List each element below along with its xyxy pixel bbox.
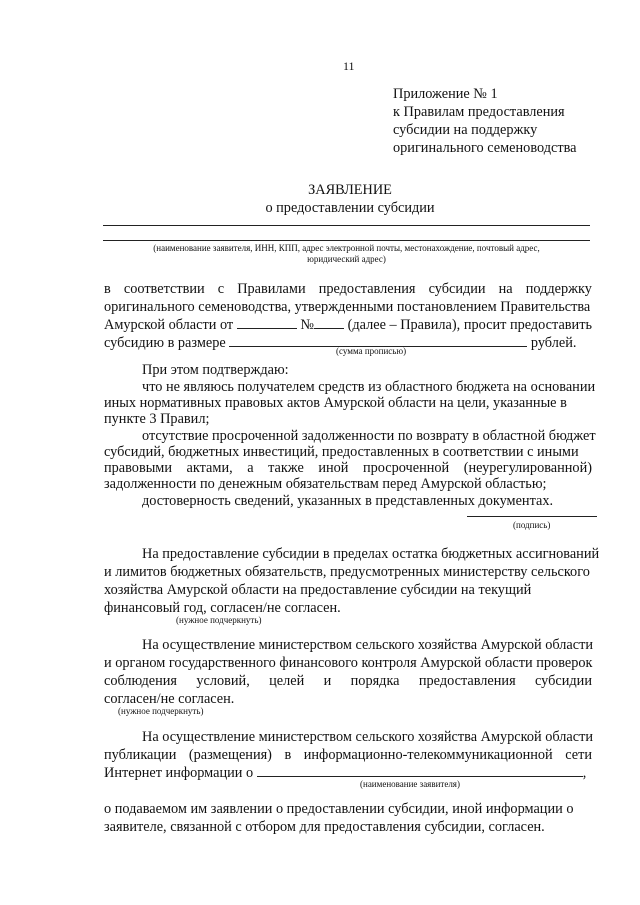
applicant-line-1 <box>103 225 590 226</box>
appendix-line-4: оригинального семеноводства <box>393 140 577 156</box>
date-blank[interactable] <box>237 316 297 329</box>
consent1-line-1: На предоставление субсидии в пределах остатка бюджетных ассигнований <box>142 546 600 562</box>
confirm-p2-line-3: правовыми актами, а также иной просроченной (неурегулированной) <box>104 460 592 476</box>
consent3-line-2: публикации (размещения) в информационно-телекоммуникационной сети <box>104 747 592 763</box>
applicant-line-2 <box>103 240 590 241</box>
appendix-line-3: субсидии на поддержку <box>393 122 538 138</box>
consent1-line-3: хозяйства Амурской области на предоставление субсидии на текущий <box>104 582 532 598</box>
consent1-line-4: финансовый год, согласен/не согласен. <box>104 600 341 616</box>
signature-hint: (подпись) <box>513 520 551 530</box>
document-title: ЗАЯВЛЕНИЕ <box>308 182 392 198</box>
consent2-line-1: На осуществление министерством сельского хозяйства Амурской области <box>142 637 594 653</box>
appendix-line-2: к Правилам предоставления <box>393 104 565 120</box>
number-blank[interactable] <box>314 316 344 329</box>
confirm-p1-line-2: иных нормативных правовых актов Амурской области на цели, указанные в <box>104 395 567 411</box>
confirm-p1-line-1: что не являюсь получателем средств из областного бюджета на основании <box>142 379 596 395</box>
intro-line-4: субсидию в размере рублей. <box>104 335 577 351</box>
consent1-hint: (нужное подчеркнуть) <box>176 615 262 625</box>
intro-line-2: оригинального семеноводства, утвержденными постановлением Правительства <box>104 299 591 315</box>
signature-line[interactable] <box>467 516 597 517</box>
appendix-line-1: Приложение № 1 <box>393 86 498 102</box>
consent2-line-2: и органом государственного финансового контроля Амурской области проверок <box>104 655 593 671</box>
consent2-line-3: соблюдения условий, целей и порядка предоставления субсидии <box>104 673 592 689</box>
consent3-line-3: Интернет информации о , <box>104 765 587 781</box>
closing-line-1: о подаваемом им заявлении о предоставлении субсидии, иной информации о <box>104 801 574 817</box>
confirm-p2-line-2: субсидий, бюджетных инвестиций, предоставленных в соответствии с иными <box>104 444 579 460</box>
confirm-p2-line-4: задолженности по денежным обязательствам перед Амурской областью; <box>104 476 547 492</box>
confirm-p2-line-1: отсутствие просроченной задолженности по возврату в областной бюджет <box>142 428 596 444</box>
document-subtitle: о предоставлении субсидии <box>265 200 435 216</box>
applicant-hint-2: юридический адрес) <box>307 254 386 264</box>
consent1-line-2: и лимитов бюджетных обязательств, предусмотренных министерству сельского <box>104 564 590 580</box>
consent2-hint: (нужное подчеркнуть) <box>118 706 204 716</box>
confirm-p3-line-1: достоверность сведений, указанных в представленных документах. <box>142 493 554 509</box>
intro-line-1: в соответствии с Правилами предоставления субсидии на поддержку <box>104 281 592 297</box>
confirm-p1-line-3: пункте 3 Правил; <box>104 411 210 427</box>
confirm-heading: При этом подтверждаю: <box>142 362 289 378</box>
applicant-hint-1: (наименование заявителя, ИНН, КПП, адрес электронной почты, местонахождение, почтовый адрес, <box>153 243 540 253</box>
applicant-name-blank[interactable] <box>257 764 583 777</box>
consent2-line-4: согласен/не согласен. <box>104 691 235 707</box>
intro-line-3: Амурской области от № (далее – Правила), просит предоставить <box>104 317 592 333</box>
closing-line-2: заявителе, связанной с отбором для предоставления субсидии, согласен. <box>104 819 545 835</box>
amount-hint: (сумма прописью) <box>336 346 407 356</box>
consent3-line-1: На осуществление министерством сельского хозяйства Амурской области <box>142 729 594 745</box>
page-number: 11 <box>343 59 355 73</box>
consent3-hint: (наименование заявителя) <box>360 779 460 789</box>
